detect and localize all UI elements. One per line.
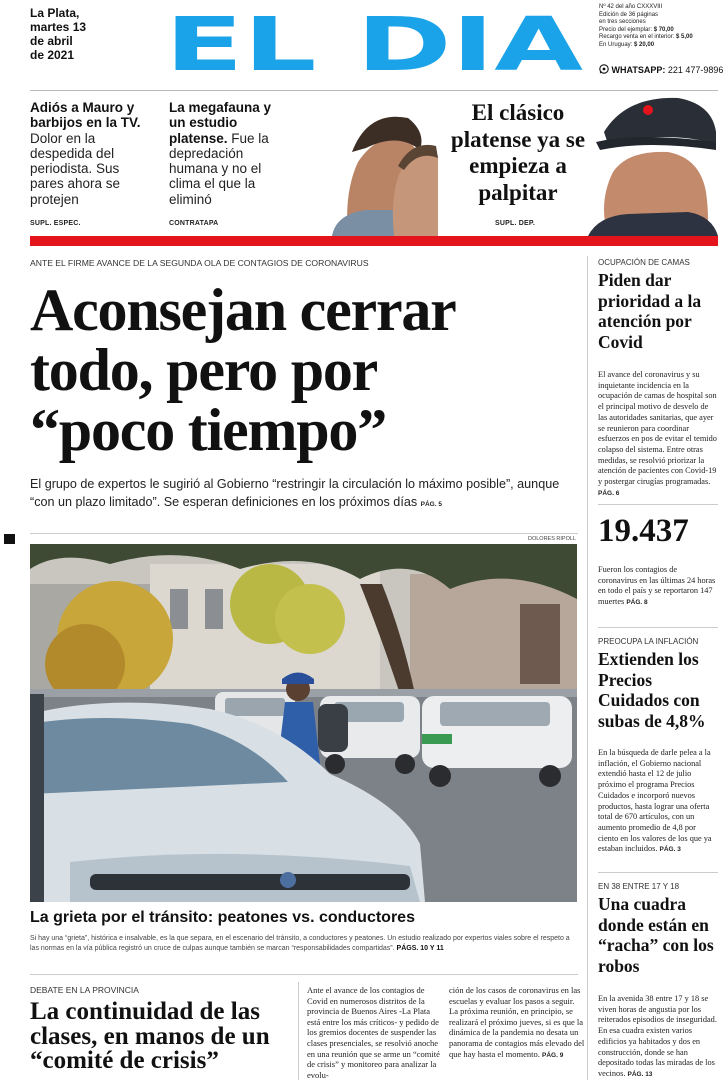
- photo-caption-text: Si hay una “grieta”, histórica e insalvable, es la que separa, en el escenario del tránsito, a conductores y peatones. Un estudio realizado por expertos viales sobre el respeto a las normas en la vía pública registró un cruce de culpas aunque también se marcan “responsabilidades compartidas”. PÁGS. 10 Y 11: [30, 935, 570, 952]
- column-rule: [587, 256, 588, 1080]
- whatsapp-icon: [599, 64, 609, 74]
- rc-body-cases: Fueron los contagios de coronavirus en las últimas 24 horas en todo el país y se reportaron 147 muertes PÁG. 8: [598, 565, 716, 607]
- debate-headline[interactable]: La continuidad de las clases, en manos de un “comité de crisis”: [30, 998, 270, 1074]
- rc-headline-precios[interactable]: Extienden los Precios Cuidados con subas de 4,8%: [598, 649, 706, 731]
- rc-section-label: OCUPACIÓN DE CAMAS: [598, 258, 690, 267]
- page-ref: PÁG. 3: [659, 846, 681, 854]
- column-rule: [298, 982, 299, 1080]
- logo-text: EL DIA: [165, 10, 583, 76]
- masthead-divider: [30, 90, 718, 91]
- page-ref: PÁG. 8: [626, 599, 648, 607]
- debate-body-col2: ción de los casos de coronavirus en las escuelas y evaluar los pasos a seguir. La próxima reunión, en principio, se realizará el próximo jueves, si es que la dinámica de la pandemia no desata un panorama de contagios más elevado del que hay hasta el momento. PÁG. 9: [449, 985, 585, 1059]
- teaser-megafauna[interactable]: La megafauna y un estudio platense. Fue la depredación humana y no el clima el que la eliminó: [169, 100, 272, 207]
- section-divider: [30, 533, 578, 534]
- rc-headline-robos[interactable]: Una cuadra donde están en “racha” con los robos: [598, 894, 714, 976]
- page-ref: PÁGS. 10 Y 11: [396, 945, 444, 952]
- main-headline[interactable]: Aconsejan cerrar todo, pero por “poco tiempo”: [30, 277, 456, 463]
- rc-body-camas: El avance del coronavirus y su inquietante incidencia en la ocupación de camas de hospital son el principal motivo de desvelo de las autoridades sanitarias, que ayer se reunieron para coordinar esfuerzos en pos de evitar el temido colapso del sistema. Entre otras medidas, se resolvió priorizar la atención de pacientes con Covid-19 y postergar cirugías programadas. PÁG. 6: [598, 370, 717, 497]
- section-divider: [598, 504, 718, 505]
- debate-body-col1: Ante el avance de los contagios de Covid en numerosos distritos de la provincia de Buenos Aires -La Plata está entre los más críticos- y pedido de los gremios docentes de suspender las clases presenciales, se resolvió anoche en una reunión que se arme un “comité de crisis” y monitoreo para analizar la evolu-: [307, 985, 440, 1080]
- rc-body-precios: En la búsqueda de darle pelea a la inflación, el Gobierno nacional extendió hasta el 12 de julio próximo el programa Precios Cuidados e incorporó nuevos productos, hasta lograr una oferta total de 670 artículos, con un aumento promedio de 4,8 por ciento en los valores de los que ya estaban incluidos. PÁG. 3: [598, 748, 712, 854]
- main-deck: El grupo de expertos le sugirió al Gobierno “restringir la circulación lo máximo posible”, aunque “con un plazo limitado”. Se esperan definiciones en los próximos días PÁG. 5: [30, 477, 560, 509]
- teaser-section-label: SUPL. ESPEC.: [30, 220, 81, 227]
- teaser-section-label: CONTRATAPA: [169, 220, 219, 227]
- teaser-mauro[interactable]: Adiós a Mauro y barbijos en la TV. Dolor en la despedida del periodista. Sus pares ahora se protejen: [30, 100, 141, 207]
- date-line: La Plata, martes 13 de abril de 2021: [30, 6, 87, 62]
- rc-section-label: PREOCUPA LA INFLACIÓN: [598, 637, 699, 646]
- rc-section-label: EN 38 ENTRE 17 Y 18: [598, 882, 680, 891]
- section-divider: [30, 974, 578, 975]
- page-ref: PÁG. 9: [542, 1051, 564, 1059]
- main-kicker: ANTE EL FIRME AVANCE DE LA SEGUNDA OLA DE CONTAGIOS DE CORONAVIRUS: [30, 258, 369, 268]
- section-divider: [598, 627, 718, 628]
- page-ref: PÁG. 13: [627, 1070, 653, 1078]
- rc-headline-camas[interactable]: Piden dar prioridad a la atención por Covid: [598, 270, 702, 352]
- teaser-clasico-headline[interactable]: El clásico platense ya se empieza a palpitar: [450, 100, 586, 205]
- rc-body-robos: En la avenida 38 entre 17 y 18 se viven horas de angustia por los reiterados episodios de inseguridad. En esa cuadra existen varios edificios ya habitados y dos en construcción, donde se han depositado todas las miradas de los vecinos. PÁG. 13: [598, 994, 717, 1078]
- debate-kicker: DEBATE EN LA PROVINCIA: [30, 985, 139, 995]
- photo-caption-title[interactable]: La grieta por el tránsito: peatones vs. conductores: [30, 909, 415, 926]
- photo-credit: DOLORES RIPOLL: [528, 536, 576, 542]
- cases-figure[interactable]: 19.437: [598, 513, 689, 549]
- red-divider-bar: [30, 236, 718, 246]
- main-photo[interactable]: [30, 544, 577, 902]
- whatsapp-contact[interactable]: WHATSAPP: 221 477-9896: [599, 64, 723, 75]
- page-ref: PÁG. 6: [598, 489, 620, 497]
- page-ref: PÁG. 5: [420, 501, 442, 508]
- margin-marker: [4, 534, 15, 544]
- teaser-section-label: SUPL. DEP.: [495, 220, 535, 227]
- section-divider: [598, 872, 718, 873]
- newspaper-logo[interactable]: [164, 10, 584, 76]
- edition-info: Nº 42 del año CXXXVIII Edición de 36 páginas en tres secciones Precio del ejemplar: $ 70,00 Recargo venta en el interior: $ 5,00 En Uruguay: $ 20,00: [599, 4, 693, 48]
